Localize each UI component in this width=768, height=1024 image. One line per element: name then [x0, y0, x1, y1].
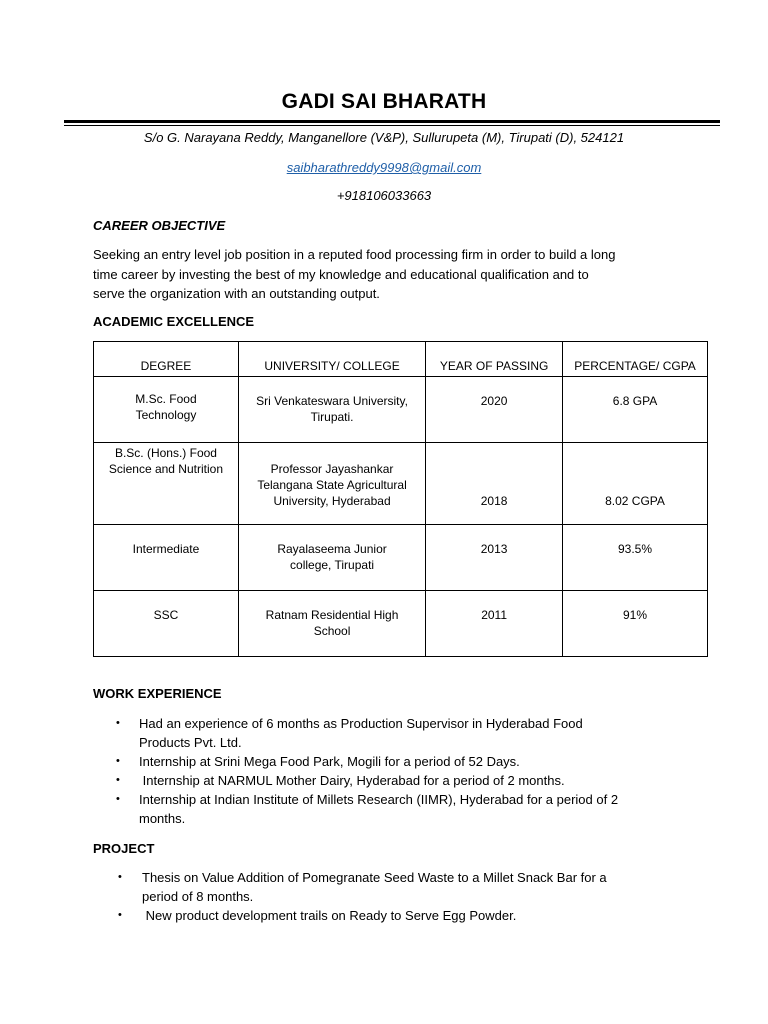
bullet-icon: •: [118, 909, 122, 921]
career-line: serve the organization with an outstanding output.: [93, 286, 380, 301]
candidate-name: GADI SAI BHARATH: [281, 90, 487, 113]
table-header-row: [94, 342, 708, 377]
university-cell: Sri Venkateswara University, Tirupati.: [238, 377, 425, 443]
bullet-icon: •: [118, 871, 122, 883]
list-item: • Thesis on Value Addition of Pomegranate Seed Waste to a Millet Snack Bar for a period of 8 months.: [118, 870, 607, 904]
column-header-degree: DEGREE: [94, 342, 239, 377]
year-cell: 2013: [426, 525, 563, 591]
degree-cell: B.Sc. (Hons.) Food Science and Nutrition: [94, 443, 239, 525]
year-cell: 2018: [426, 443, 563, 525]
score-cell: 8.02 CGPA: [563, 443, 708, 525]
list-item: • Internship at Srini Mega Food Park, Mogili for a period of 52 Days.: [116, 754, 520, 769]
table-row: [94, 591, 708, 657]
career-line: time career by investing the best of my knowledge and educational qualification and to: [93, 266, 589, 282]
score-cell: 91%: [563, 591, 708, 657]
column-header-score: PERCENTAGE/ CGPA: [563, 342, 708, 377]
table-row: [94, 377, 708, 443]
score-cell: 6.8 GPA: [563, 377, 708, 443]
header-rule-thick: [64, 120, 720, 123]
career-line: Seeking an entry level job position in a reputed food processing firm in order to build a long: [93, 247, 616, 262]
degree-cell: M.Sc. Food Technology: [94, 377, 239, 443]
degree-cell: Intermediate: [94, 525, 239, 591]
career-objective-heading: CAREER OBJECTIVE: [93, 218, 226, 233]
career-objective-text: [93, 245, 683, 304]
bullet-icon: •: [116, 774, 120, 786]
score-cell: 93.5%: [563, 525, 708, 591]
degree-cell: SSC: [94, 591, 239, 657]
work-experience-heading: WORK EXPERIENCE: [93, 686, 222, 701]
year-cell: 2011: [426, 591, 563, 657]
list-item: • Internship at Indian Institute of Millets Research (IIMR), Hyderabad for a period of 2 months.: [116, 792, 619, 826]
bullet-icon: •: [116, 793, 120, 805]
university-cell: Ratnam Residential High School: [238, 591, 425, 657]
project-list: [118, 868, 702, 925]
column-header-year: YEAR OF PASSING: [426, 342, 563, 377]
bullet-icon: •: [116, 717, 120, 729]
phone-line: +918106033663: [336, 188, 432, 203]
table-row: [94, 525, 708, 591]
university-cell: Professor Jayashankar Telangana State Agricultural University, Hyderabad: [238, 443, 425, 525]
year-cell: 2020: [426, 377, 563, 443]
work-experience-list: [116, 714, 699, 828]
table-row: [94, 443, 708, 525]
email-line: [0, 160, 768, 175]
header-rule-thin: [64, 125, 720, 126]
academic-heading: ACADEMIC EXCELLENCE: [93, 314, 255, 329]
address-line: S/o G. Narayana Reddy, Manganellore (V&P), Sullurupeta (M), Tirupati (D), 524121: [143, 130, 625, 145]
list-item: • Had an experience of 6 months as Production Supervisor in Hyderabad Food Products Pvt. Ltd.: [116, 716, 583, 750]
list-item: • New product development trails on Ready to Serve Egg Powder.: [118, 908, 517, 923]
email-link[interactable]: saibharathreddy9998@gmail.com: [286, 160, 482, 175]
project-heading: PROJECT: [93, 841, 155, 856]
university-cell: Rayalaseema Junior college, Tirupati: [238, 525, 425, 591]
list-item: • Internship at NARMUL Mother Dairy, Hyderabad for a period of 2 months.: [116, 773, 565, 788]
academic-table: [93, 341, 708, 657]
column-header-university: UNIVERSITY/ COLLEGE: [238, 342, 425, 377]
bullet-icon: •: [116, 755, 120, 767]
